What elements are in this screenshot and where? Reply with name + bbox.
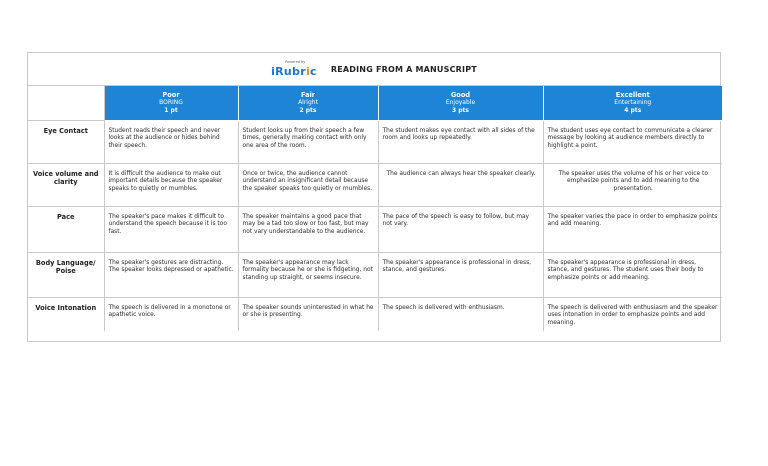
- rubric-cell: The speaker uses the volume of his or her voice to emphasize points and to add meaning to the presentation.: [543, 163, 722, 206]
- level-points: 2 pts: [299, 106, 317, 114]
- criterion-name: Eye Contact: [28, 120, 104, 163]
- criterion-name: Pace: [28, 206, 104, 252]
- rubric-cell: The speech is delivered in a monotone or apathetic voice.: [104, 297, 238, 331]
- rubric-table-container: [27, 52, 721, 342]
- rubric-cell: The speaker's appearance is professional in dress, stance, and gestures.: [378, 252, 543, 297]
- corner-cell: [28, 86, 104, 120]
- rubric-cell: The speaker varies the pace in order to emphasize points and add meaning.: [543, 206, 722, 252]
- criterion-row-pace: [28, 206, 722, 252]
- criterion-name: Body Language/ Poise: [28, 252, 104, 297]
- rubric-cell: Student looks up from their speech a few times, generally making contact with only one area of the room.: [238, 120, 378, 163]
- logo-wordmark: [271, 66, 317, 77]
- criterion-row-eye-contact: [28, 120, 722, 163]
- level-points: 3 pts: [452, 106, 469, 114]
- irubric-logo: [271, 61, 317, 77]
- level-subtitle: Alright: [298, 99, 318, 106]
- rubric-cell: The speaker's pace makes it difficult to understand the speech because it is too fast.: [104, 206, 238, 252]
- rubric-cell: Once or twice, the audience cannot understand an insignificant detail because the speaker speaks too quietly or mumbles.: [238, 163, 378, 206]
- rubric-cell: The speaker sounds uninterested in what he or she is presenting.: [238, 297, 378, 331]
- level-subtitle: Enjoyable: [445, 99, 476, 106]
- level-header-poor: [104, 86, 238, 120]
- level-header-good: [378, 86, 543, 120]
- logo-powered-by: Powered by: [285, 60, 306, 65]
- rubric-cell: It is difficult the audience to make out important details because the speaker speaks to quietly or mumbles.: [104, 163, 238, 206]
- rubric-grid: [28, 86, 722, 331]
- rubric-cell: The speech is delivered with enthusiasm.: [378, 297, 543, 331]
- rubric-cell: The student uses eye contact to communicate a clearer message by looking at audience members directly to highlight a point.: [543, 120, 722, 163]
- logo-word-part2: i: [305, 64, 311, 78]
- level-points: 4 pts: [624, 106, 642, 114]
- rubric-cell: Student reads their speech and never looks at the audience or hides behind their speech.: [104, 120, 238, 163]
- level-points: 1 pt: [164, 106, 178, 114]
- rubric-cell: The speaker's appearance is professional in dress, stance, and gestures. The student uses their body to emphasize points or add meaning.: [543, 252, 722, 297]
- level-header-excellent: [543, 86, 722, 120]
- level-header-fair: [238, 86, 378, 120]
- criterion-row-body-language: [28, 252, 722, 297]
- level-subtitle: BORING: [159, 99, 183, 106]
- rubric-cell: The speaker maintains a good pace that may be a tad too slow or too fast, but may not vary understandable to the audience.: [238, 206, 378, 252]
- rubric-title: READING FROM A MANUSCRIPT: [330, 64, 477, 74]
- level-header-row: [28, 86, 722, 120]
- level-name: Fair: [300, 91, 316, 99]
- rubric-title-bar: [28, 53, 720, 86]
- rubric-cell: The speech is delivered with enthusiasm and the speaker uses intonation in order to emphasize points and add meaning.: [543, 297, 722, 331]
- criterion-name: Voice Intonation: [28, 297, 104, 331]
- rubric-cell: The student makes eye contact with all sides of the room and looks up repeatedly.: [378, 120, 543, 163]
- rubric-cell: The speaker's gestures are distracting. The speaker looks depressed or apathetic.: [104, 252, 238, 297]
- rubric-cell: The pace of the speech is easy to follow, but may not vary.: [378, 206, 543, 252]
- level-name: Poor: [162, 91, 180, 99]
- level-subtitle: Entertaining: [614, 99, 652, 106]
- logo-word-part3: c: [310, 64, 317, 78]
- rubric-cell: The speaker's appearance may lack formality because he or she is fidgeting, not standing up straight, or seems insecure.: [238, 252, 378, 297]
- level-name: Good: [450, 91, 471, 99]
- logo-word-part1: iRubr: [271, 64, 306, 78]
- criterion-name: Voice volume and clarity: [28, 163, 104, 206]
- criterion-row-voice-volume: [28, 163, 722, 206]
- level-name: Excellent: [615, 91, 650, 99]
- rubric-cell: The audience can always hear the speaker clearly.: [378, 163, 543, 206]
- criterion-row-voice-intonation: [28, 297, 722, 331]
